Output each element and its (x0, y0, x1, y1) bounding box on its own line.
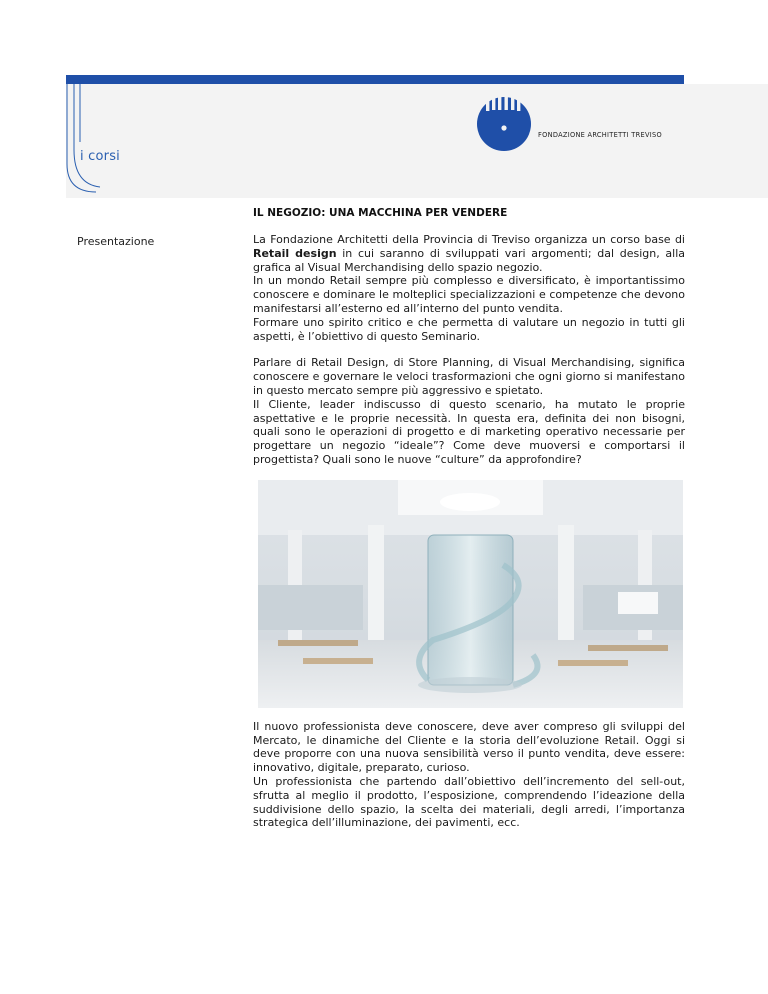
emphasis: Retail design (253, 246, 337, 260)
store-interior-photo (258, 480, 683, 708)
text: La Fondazione Architetti della Provincia di Treviso organizza un corso base di (253, 233, 685, 246)
text: Parlare di Retail Design, di Store Planning, di Visual Merchandising, significa conoscere e governare le veloci trasformazioni che ogni giorno si manifestano in questo mercato sempre più aggressivo e spietato. (253, 356, 685, 397)
section-tag: i corsi (80, 149, 120, 164)
paragraph (253, 356, 685, 466)
main-content (253, 233, 685, 843)
paragraph (253, 233, 685, 343)
text: Formare uno spirito critico e che permetta di valutare un negozio in tutti gli aspetti, è l’obiettivo di questo Seminario. (253, 315, 685, 343)
text: In un mondo Retail sempre più complesso e diversificato, è importantissimo conoscere e dominare le molteplici specializzazioni e competenze che devono manifestarsi all’esterno ed all’interno del punto vendita. (253, 274, 685, 315)
paragraph (253, 720, 685, 830)
text: Il nuovo professionista deve conoscere, deve aver compreso gli sviluppi del Mercato, le dinamiche del Cliente e la storia dell’evoluzione Retail. Oggi si deve proporre con una nuova sensibilità verso il punto vendita, deve essere: innovativo, digitale, preparato, curioso. (253, 719, 685, 775)
header-accent-bar (66, 75, 684, 84)
text: Il Cliente, leader indiscusso di questo scenario, ha mutato le proprie aspettative e le proprie necessità. In questa era, definita dei non bisogni, quali sono le operazioni di progetto e di marketing operativo necessarie per progettare un negozio “ideale”? Come deve muoversi e comportarsi il progettista? Quali sono le nuove “culture” da approfondire? (253, 397, 685, 466)
corsi-line-mark-icon (66, 84, 106, 194)
organization-name: FONDAZIONE ARCHITETTI TREVISO (538, 131, 662, 139)
document-title: IL NEGOZIO: UNA MACCHINA PER VENDERE (253, 207, 508, 219)
foundation-logo-icon (475, 94, 533, 152)
header-band (66, 84, 768, 198)
text: Un professionista che partendo dall’obiettivo dell’incremento del sell-out, sfrutta al meglio il prodotto, l’esposizione, comprendendo l’ideazione della suddivisione dello spazio, la scelta dei materiali, degli arredi, l’importanza strategica dell’illuminazione, dei pavimenti, ecc. (253, 774, 685, 830)
section-label: Presentazione (77, 235, 155, 248)
text: in cui saranno di sviluppati vari argomenti; dal design, alla grafica al Visual Merchandising dello spazio negozio. (253, 246, 685, 274)
